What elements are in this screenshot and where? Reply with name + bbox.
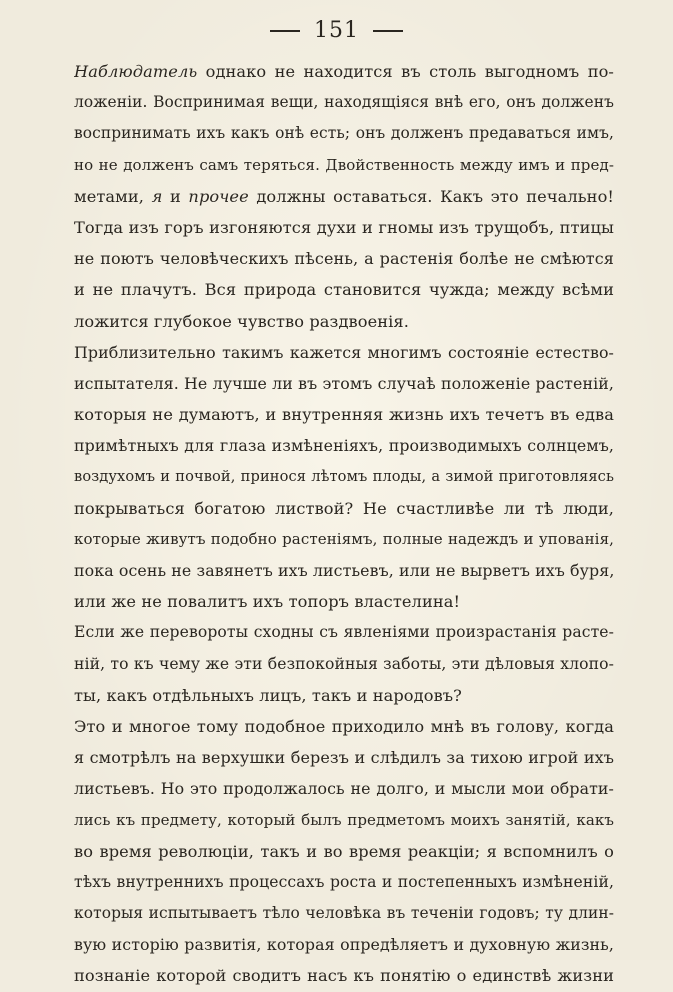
body-text — [74, 56, 614, 992]
text-line: познанiе которой сводитъ насъ къ понятiю о единствѣ жизни — [74, 966, 614, 986]
text-line: Это и многое тому подобное приходило мнѣ въ голову, когда — [74, 716, 614, 736]
page-header — [0, 18, 673, 43]
text-line: не поютъ человѣческихъ пѣсень, а растенiя болѣе не смѣются — [74, 249, 614, 269]
text-line: Приблизительно такимъ кажется многимъ состоянiе естество- — [74, 342, 614, 362]
right-dash — [373, 30, 403, 32]
text-line: но не долженъ самъ теряться. Двойственность между имъ и пред- — [74, 155, 614, 174]
emphasized-word: прочее — [188, 186, 249, 206]
text-line: метами, я и прочее должны оставаться. Какъ это печально! — [74, 186, 614, 206]
text-line: ложится глубокое чувство раздвоенiя. — [74, 311, 409, 331]
text-line: Тогда изъ горъ изгоняются духи и гномы изъ трущобъ, птицы — [74, 217, 614, 237]
text-line: во время революцiи, такъ и во время реакцiи; я вспомнилъ о — [74, 841, 614, 861]
text-line: ты, какъ отдѣльныхъ лицъ, такъ и народовъ? — [74, 685, 462, 705]
text-line: ложенiи. Воспринимая вещи, находящiяся внѣ его, онъ долженъ — [74, 93, 614, 112]
text-line: покрываться богатою листвой? Не счастливѣе ли тѣ люди, — [74, 498, 614, 518]
text-line: или же не повалитъ ихъ топоръ властелина! — [74, 592, 461, 612]
text-line: которыя испытываетъ тѣло человѣка въ теченiи годовъ; ту длин- — [74, 904, 614, 923]
text-line: воздухомъ и почвой, принося лѣтомъ плоды, а зимой приготовляясь — [74, 468, 614, 486]
text-line: я смотрѣлъ на верхушки березъ и слѣдилъ за тихою игрой ихъ — [74, 748, 614, 768]
text-line: воспринимать ихъ какъ онѣ есть; онъ долженъ предаваться имъ, — [74, 124, 614, 143]
text-line: нiй, то къ чему же эти безпокойныя заботы, эти дѣловыя хлопо- — [74, 654, 614, 673]
text-line: пока осень не завянетъ ихъ листьевъ, или не вырветъ ихъ буря, — [74, 561, 614, 580]
emphasized-word: я — [151, 186, 163, 206]
text-line: которыя не думаютъ, и внутренняя жизнь ихъ течетъ въ едва — [74, 405, 614, 425]
text-line: которые живутъ подобно растенiямъ, полные надеждъ и упованiя, — [74, 529, 614, 548]
text-line: испытателя. Не лучше ли въ этомъ случаѣ положенiе растенiй, — [74, 373, 614, 393]
text-line: тѣхъ внутреннихъ процессахъ роста и постепенныхъ измѣненiй, — [74, 872, 614, 891]
text-line: и не плачутъ. Вся природа становится чужда; между всѣми — [74, 280, 614, 300]
left-dash — [270, 30, 300, 32]
text-line: листьевъ. Но это продолжалось не долго, и мысли мои обрати- — [74, 779, 614, 799]
text-line: примѣтныхъ для глаза измѣненiяхъ, производимыхъ солнцемъ, — [74, 436, 614, 456]
text-line: лись къ предмету, который былъ предметомъ моихъ занятiй, какъ — [74, 810, 614, 829]
emphasized-word: Наблюдатель — [74, 62, 198, 81]
text-line: вую исторiю развитiя, которая опредѣляетъ и духовную жизнь, — [74, 935, 614, 955]
text-line: Наблюдатель однако не находится въ столь выгодномъ по- — [74, 62, 614, 81]
text-line: Если же перевороты сходны съ явленiями произрастанiя расте- — [74, 623, 614, 642]
page-number: 151 — [314, 18, 359, 43]
